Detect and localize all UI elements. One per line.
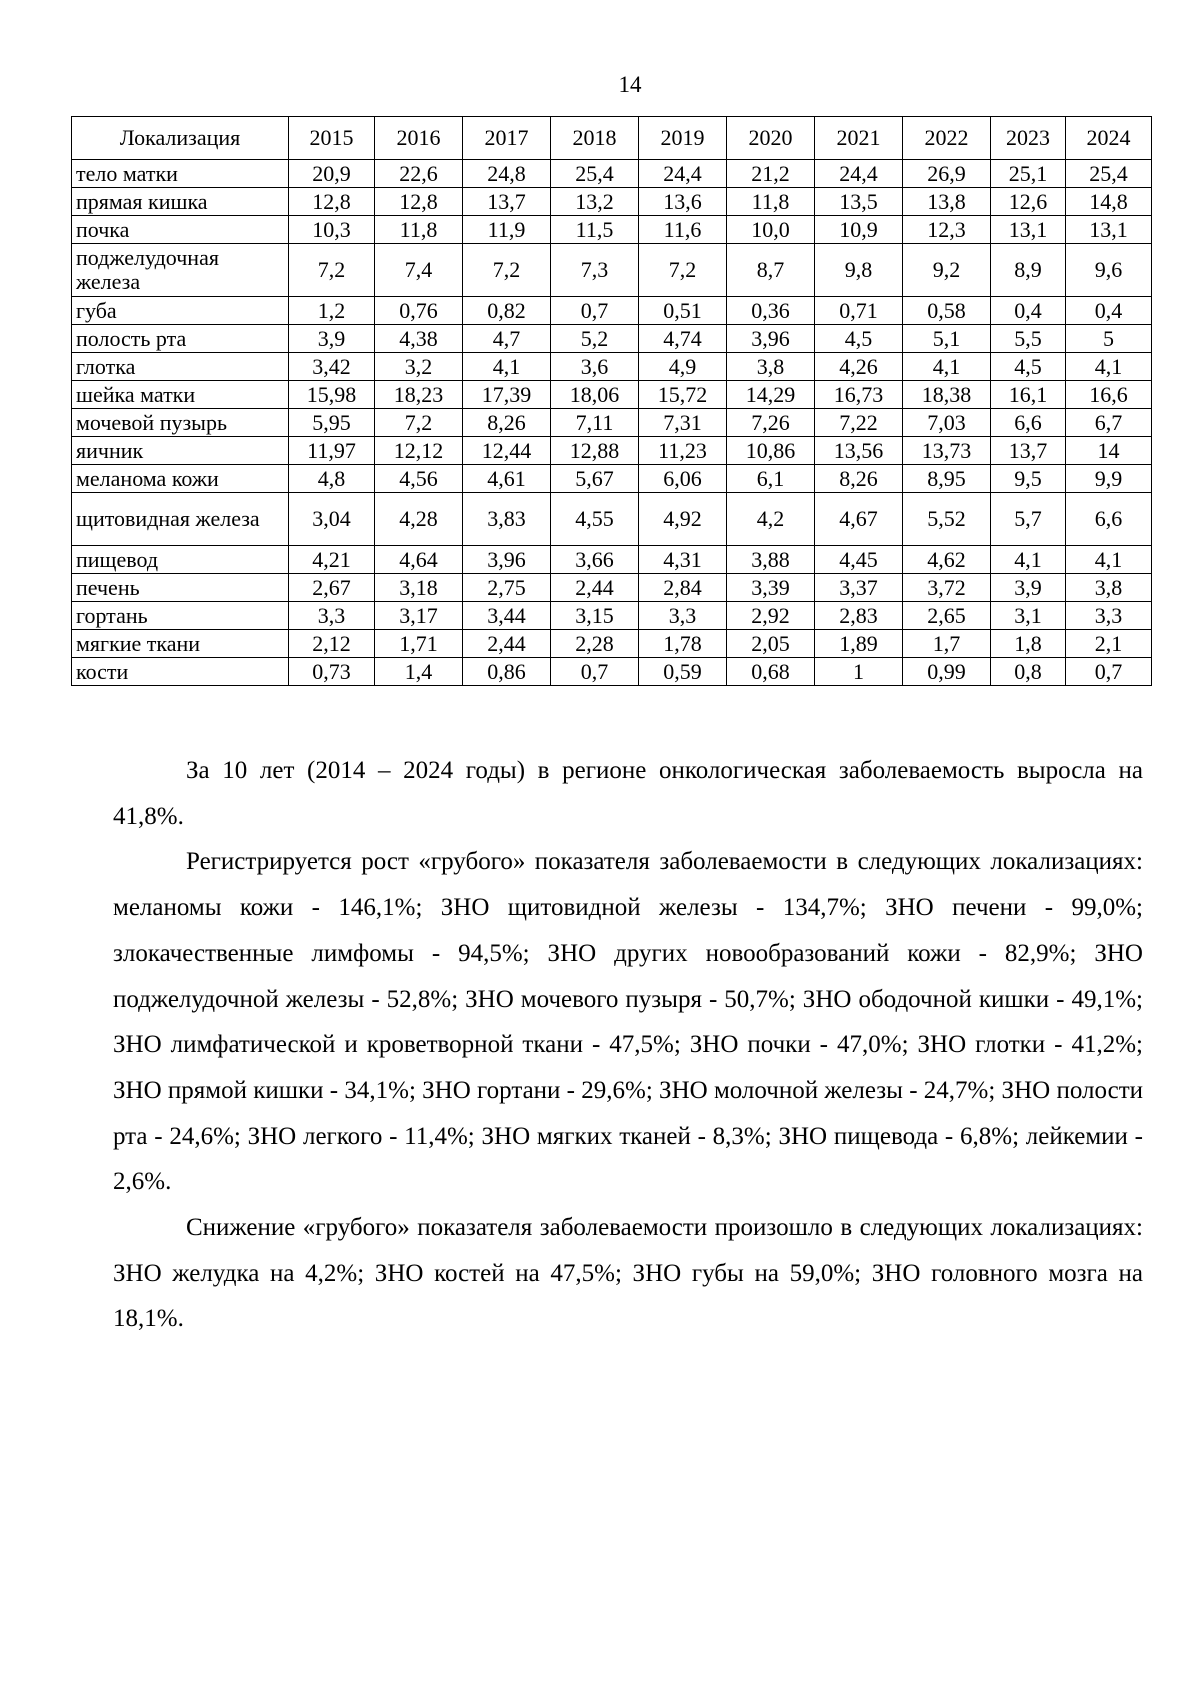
table-row [72,188,1152,216]
value-cell: 2,84 [639,574,727,602]
value-cell: 2,12 [289,630,375,658]
value-cell: 13,2 [551,188,639,216]
table-row [72,493,1152,546]
value-cell: 2,28 [551,630,639,658]
row-label-cell: тело матки [72,160,289,188]
value-cell: 0,82 [463,297,551,325]
value-cell: 3,72 [903,574,991,602]
value-cell: 3,96 [727,325,815,353]
value-cell: 5,52 [903,493,991,546]
row-label-cell: мягкие ткани [72,630,289,658]
value-cell: 6,6 [1066,493,1152,546]
row-label-cell: губа [72,297,289,325]
value-cell: 13,5 [815,188,903,216]
value-cell: 0,51 [639,297,727,325]
value-cell: 16,6 [1066,381,1152,409]
value-cell: 10,3 [289,216,375,244]
value-cell: 2,75 [463,574,551,602]
value-cell: 18,38 [903,381,991,409]
value-cell: 4,8 [289,465,375,493]
value-cell: 2,44 [463,630,551,658]
value-cell: 4,1 [1066,353,1152,381]
value-cell: 13,1 [1066,216,1152,244]
value-cell: 12,3 [903,216,991,244]
value-cell: 3,9 [991,574,1066,602]
value-cell: 14 [1066,437,1152,465]
value-cell: 4,38 [375,325,463,353]
value-cell: 5,2 [551,325,639,353]
value-cell: 16,73 [815,381,903,409]
value-cell: 14,8 [1066,188,1152,216]
body-text [113,748,1143,1342]
value-cell: 4,61 [463,465,551,493]
value-cell: 6,06 [639,465,727,493]
value-cell: 18,06 [551,381,639,409]
value-cell: 6,6 [991,409,1066,437]
value-cell: 4,45 [815,546,903,574]
value-cell: 2,83 [815,602,903,630]
value-cell: 21,2 [727,160,815,188]
value-cell: 3,17 [375,602,463,630]
table-row [72,658,1152,686]
table-row [72,216,1152,244]
value-cell: 1,2 [289,297,375,325]
value-cell: 7,31 [639,409,727,437]
value-cell: 8,26 [463,409,551,437]
value-cell: 4,5 [815,325,903,353]
paragraph-decline-localizations: Снижение «грубого» показателя заболеваемости произошло в следующих локализациях: ЗНО желудка на 4,2%; ЗНО костей на 47,5%; ЗНО губы на 59,0%; ЗНО головного мозга на 18,1%. [113,1214,1143,1333]
value-cell: 17,39 [463,381,551,409]
value-cell: 3,3 [639,602,727,630]
value-cell: 12,44 [463,437,551,465]
value-cell: 4,74 [639,325,727,353]
value-cell: 3,2 [375,353,463,381]
row-label-cell: мочевой пузырь [72,409,289,437]
value-cell: 6,1 [727,465,815,493]
value-cell: 3,66 [551,546,639,574]
value-cell: 7,2 [289,244,375,297]
page-number: 14 [618,72,642,97]
column-header: 2017 [463,117,551,160]
value-cell: 7,26 [727,409,815,437]
value-cell: 1,4 [375,658,463,686]
paragraph-growth-localizations: Регистрируется рост «грубого» показателя заболеваемости в следующих локализациях: меланомы кожи - 146,1%; ЗНО щитовидной железы - 134,7%; ЗНО печени - 99,0%; злокачественные лимфомы - 94,5%; ЗНО других новообразований кожи - 82,9%; ЗНО поджелудочной железы - 52,8%; ЗНО мочевого пузыря - 50,7%; ЗНО ободочной кишки - 49,1%; ЗНО лимфатической и кроветворной ткани - 47,5%; ЗНО почки - 47,0%; ЗНО глотки - 41,2%; ЗНО прямой кишки - 34,1%; ЗНО гортани - 29,6%; ЗНО молочной железы - 24,7%; ЗНО полости рта - 24,6%; ЗНО легкого - 11,4%; ЗНО мягких тканей - 8,3%; ЗНО пищевода - 6,8%; лейкемии - 2,6%. [113,848,1143,1196]
value-cell: 3,8 [727,353,815,381]
value-cell: 4,7 [463,325,551,353]
row-label-cell: печень [72,574,289,602]
value-cell: 2,1 [1066,630,1152,658]
table-row [72,381,1152,409]
table-row [72,465,1152,493]
value-cell: 14,29 [727,381,815,409]
value-cell: 11,23 [639,437,727,465]
value-cell: 9,6 [1066,244,1152,297]
value-cell: 6,7 [1066,409,1152,437]
value-cell: 3,04 [289,493,375,546]
value-cell: 24,4 [639,160,727,188]
row-label-cell: шейка матки [72,381,289,409]
value-cell: 3,6 [551,353,639,381]
table-row [72,574,1152,602]
value-cell: 10,0 [727,216,815,244]
value-cell: 16,1 [991,381,1066,409]
value-cell: 4,1 [1066,546,1152,574]
value-cell: 0,86 [463,658,551,686]
paragraph-growth-total: За 10 лет (2014 – 2024 годы) в регионе онкологическая заболеваемость выросла на 41,8%. [113,757,1143,830]
table-row [72,409,1152,437]
value-cell: 0,59 [639,658,727,686]
column-header: 2023 [991,117,1066,160]
value-cell: 9,2 [903,244,991,297]
value-cell: 20,9 [289,160,375,188]
table-body [72,160,1152,686]
value-cell: 13,7 [463,188,551,216]
value-cell: 7,11 [551,409,639,437]
column-header: 2024 [1066,117,1152,160]
value-cell: 4,1 [991,546,1066,574]
value-cell: 24,8 [463,160,551,188]
value-cell: 8,95 [903,465,991,493]
value-cell: 4,26 [815,353,903,381]
value-cell: 25,4 [551,160,639,188]
value-cell: 3,39 [727,574,815,602]
value-cell: 2,67 [289,574,375,602]
table-header-row [72,117,1152,160]
value-cell: 12,12 [375,437,463,465]
value-cell: 3,83 [463,493,551,546]
value-cell: 8,26 [815,465,903,493]
value-cell: 0,7 [551,297,639,325]
value-cell: 3,3 [289,602,375,630]
table-row [72,602,1152,630]
value-cell: 3,18 [375,574,463,602]
value-cell: 1 [815,658,903,686]
value-cell: 8,7 [727,244,815,297]
value-cell: 3,44 [463,602,551,630]
value-cell: 13,1 [991,216,1066,244]
value-cell: 7,2 [463,244,551,297]
value-cell: 0,58 [903,297,991,325]
value-cell: 26,9 [903,160,991,188]
value-cell: 11,9 [463,216,551,244]
incidence-table [71,116,1152,686]
value-cell: 12,88 [551,437,639,465]
value-cell: 9,9 [1066,465,1152,493]
column-header: 2021 [815,117,903,160]
value-cell: 25,4 [1066,160,1152,188]
value-cell: 4,1 [903,353,991,381]
value-cell: 13,56 [815,437,903,465]
value-cell: 7,2 [375,409,463,437]
value-cell: 5 [1066,325,1152,353]
row-label-cell: кости [72,658,289,686]
value-cell: 7,3 [551,244,639,297]
value-cell: 0,76 [375,297,463,325]
value-cell: 15,98 [289,381,375,409]
value-cell: 2,05 [727,630,815,658]
table-row [72,160,1152,188]
column-header: 2022 [903,117,991,160]
value-cell: 8,9 [991,244,1066,297]
value-cell: 5,5 [991,325,1066,353]
value-cell: 4,5 [991,353,1066,381]
value-cell: 1,8 [991,630,1066,658]
value-cell: 2,65 [903,602,991,630]
value-cell: 12,8 [375,188,463,216]
value-cell: 4,64 [375,546,463,574]
table-row [72,437,1152,465]
value-cell: 13,7 [991,437,1066,465]
value-cell: 4,2 [727,493,815,546]
value-cell: 4,21 [289,546,375,574]
value-cell: 7,22 [815,409,903,437]
value-cell: 11,8 [375,216,463,244]
value-cell: 2,44 [551,574,639,602]
value-cell: 0,68 [727,658,815,686]
value-cell: 0,7 [551,658,639,686]
value-cell: 0,4 [991,297,1066,325]
column-header: 2020 [727,117,815,160]
value-cell: 15,72 [639,381,727,409]
value-cell: 0,36 [727,297,815,325]
value-cell: 13,6 [639,188,727,216]
value-cell: 3,9 [289,325,375,353]
column-header: Локализация [72,117,289,160]
value-cell: 9,8 [815,244,903,297]
value-cell: 4,67 [815,493,903,546]
row-label-cell: поджелудочная железа [72,244,289,297]
value-cell: 18,23 [375,381,463,409]
row-label-cell: яичник [72,437,289,465]
value-cell: 5,1 [903,325,991,353]
table-row [72,244,1152,297]
value-cell: 11,8 [727,188,815,216]
value-cell: 13,8 [903,188,991,216]
value-cell: 4,28 [375,493,463,546]
column-header: 2016 [375,117,463,160]
row-label-cell: пищевод [72,546,289,574]
value-cell: 3,42 [289,353,375,381]
value-cell: 3,96 [463,546,551,574]
value-cell: 10,86 [727,437,815,465]
value-cell: 0,73 [289,658,375,686]
value-cell: 3,15 [551,602,639,630]
value-cell: 1,71 [375,630,463,658]
value-cell: 4,56 [375,465,463,493]
value-cell: 1,78 [639,630,727,658]
value-cell: 5,67 [551,465,639,493]
column-header: 2015 [289,117,375,160]
column-header: 2019 [639,117,727,160]
value-cell: 0,7 [1066,658,1152,686]
value-cell: 11,5 [551,216,639,244]
value-cell: 10,9 [815,216,903,244]
value-cell: 24,4 [815,160,903,188]
value-cell: 2,92 [727,602,815,630]
value-cell: 13,73 [903,437,991,465]
value-cell: 4,55 [551,493,639,546]
value-cell: 4,1 [463,353,551,381]
value-cell: 22,6 [375,160,463,188]
value-cell: 3,3 [1066,602,1152,630]
column-header: 2018 [551,117,639,160]
value-cell: 4,9 [639,353,727,381]
value-cell: 3,88 [727,546,815,574]
value-cell: 1,89 [815,630,903,658]
value-cell: 0,71 [815,297,903,325]
value-cell: 12,6 [991,188,1066,216]
value-cell: 0,99 [903,658,991,686]
value-cell: 3,8 [1066,574,1152,602]
value-cell: 25,1 [991,160,1066,188]
row-label-cell: глотка [72,353,289,381]
row-label-cell: гортань [72,602,289,630]
value-cell: 7,03 [903,409,991,437]
value-cell: 5,7 [991,493,1066,546]
value-cell: 9,5 [991,465,1066,493]
value-cell: 11,6 [639,216,727,244]
value-cell: 11,97 [289,437,375,465]
table-row [72,325,1152,353]
row-label-cell: прямая кишка [72,188,289,216]
value-cell: 4,62 [903,546,991,574]
value-cell: 1,7 [903,630,991,658]
table-row [72,297,1152,325]
row-label-cell: щитовидная железа [72,493,289,546]
value-cell: 7,4 [375,244,463,297]
value-cell: 5,95 [289,409,375,437]
table-row [72,546,1152,574]
value-cell: 3,1 [991,602,1066,630]
value-cell: 12,8 [289,188,375,216]
row-label-cell: почка [72,216,289,244]
value-cell: 4,92 [639,493,727,546]
row-label-cell: полость рта [72,325,289,353]
value-cell: 3,37 [815,574,903,602]
value-cell: 0,4 [1066,297,1152,325]
table-row [72,353,1152,381]
value-cell: 0,8 [991,658,1066,686]
table-row [72,630,1152,658]
value-cell: 4,31 [639,546,727,574]
value-cell: 7,2 [639,244,727,297]
row-label-cell: меланома кожи [72,465,289,493]
